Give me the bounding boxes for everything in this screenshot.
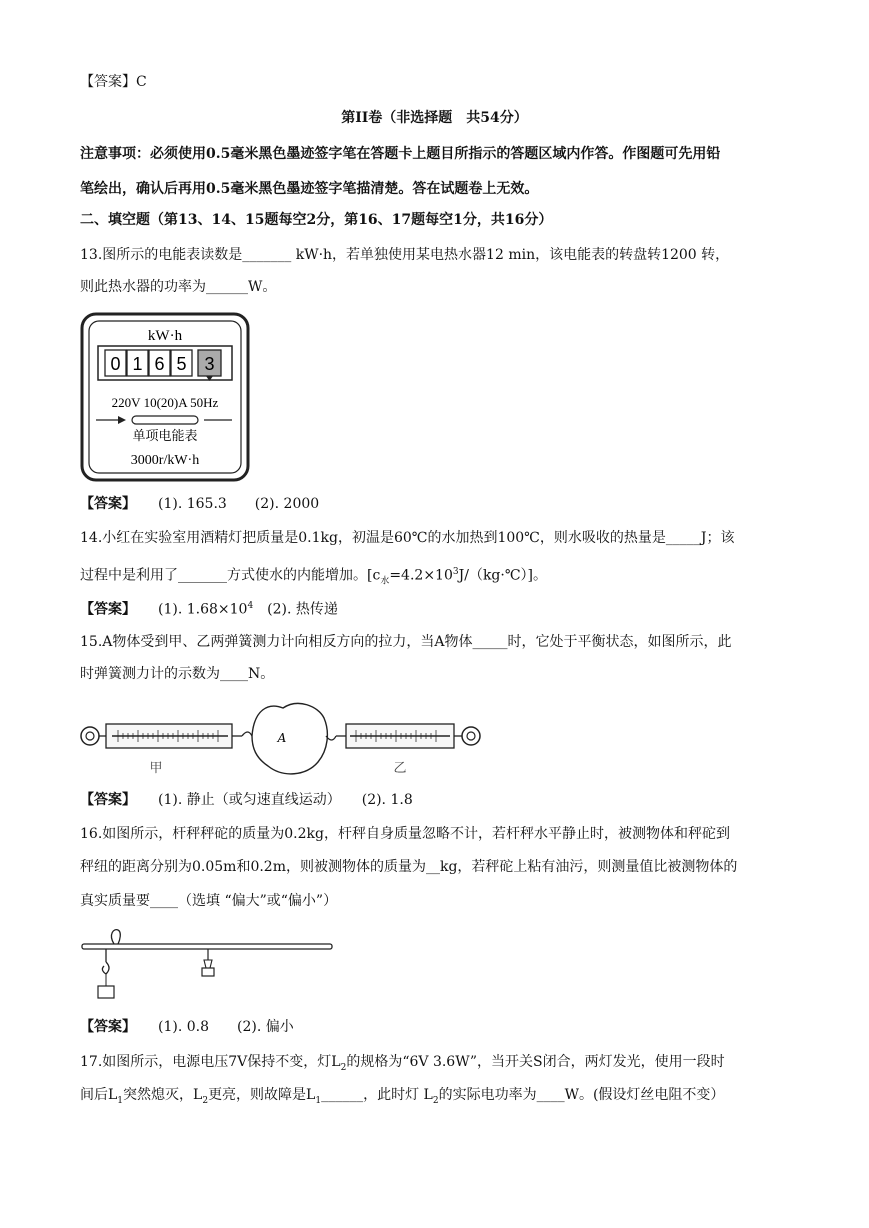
q16-line-1: 16.如图所示，杆秤秤砣的质量为0.2kg，杆秤自身质量忽略不计，若杆秤水平静止时，被测物体和秤砣到 (80, 826, 730, 842)
answer-label: 【答案】 (80, 601, 136, 618)
part-title: 二、填空题（第13、14、15题每空2分，第16、17题每空1分，共16分） (80, 212, 553, 228)
meter-digit-1: 0 (110, 354, 121, 374)
answer-text: (1). 165.3 (2). 2000 (158, 496, 320, 512)
steelyard-figure (78, 922, 340, 1004)
meter-digit-5: 3 (204, 354, 215, 374)
electric-meter-figure (80, 312, 250, 482)
q14-line-1: 14.小红在实验室用酒精灯把质量是0.1kg，初温是60℃的水加热到100℃，则水吸收的热量是_____J；该 (80, 530, 735, 546)
measured-object (98, 986, 114, 998)
answer-text: (1). 0.8 (2). 偏小 (158, 1019, 294, 1035)
q14-line-2: 过程中是利用了_______方式使水的内能增加。$[c_水=4.2\times 10^3J/(kg\cdot℃)]$。 (80, 567, 547, 587)
answer-label: 【答案】 (80, 792, 136, 808)
counterweight (202, 968, 214, 976)
meter-unit: kW·h (147, 328, 183, 344)
q17-line-1: 17.如图所示，电源电压7V保持不变，灯$L_2$的规格为“6V 3.6W”，当开关S闭合，两灯发光，使用一段时 (80, 1054, 725, 1073)
answer-c: 【答案】C (80, 74, 147, 90)
meter-digits (105, 350, 221, 381)
q16-answer (80, 1017, 294, 1037)
meter-digit-4: 5 (176, 354, 187, 374)
meter-digit-2: 1 (132, 354, 143, 374)
notice-line-2: 笔绘出，确认后再用0.5毫米黑色墨迹签字笔描清楚。答在试题卷上无效。 (80, 181, 539, 197)
q16-line-2: 秤纽的距离分别为0.05m和0.2m，则被测物体的质量为__kg，若秤砣上粘有油污，则测量值比被测物体的 (80, 859, 738, 875)
section-title: 第II卷（非选择题 共54分） (341, 110, 528, 126)
answer-label: 【答案】 (80, 496, 136, 512)
q13-answer (80, 494, 319, 514)
q15-line-2: 时弹簧测力计的示数为____N。 (80, 666, 275, 682)
meter-rate: 3000r/kW·h (130, 453, 200, 468)
steelyard-knob (111, 930, 120, 944)
q15-line-1: 15.A物体受到甲、乙两弹簧测力计向相反方向的拉力，当A物体_____时，它处于平衡状态，如图所示，此 (80, 634, 732, 650)
q16-line-3: 真实质量要____（选填 “偏大”或“偏小”） (80, 893, 338, 909)
meter-spec: 220V 10(20)A 50Hz (111, 395, 219, 410)
meter-digit-3: 6 (154, 354, 165, 374)
object-a (252, 703, 327, 773)
scale-left-label: 甲 (149, 761, 163, 776)
answer-label: 【答案】 (80, 1019, 136, 1035)
q17-line-2: 间后$L_1$突然熄灭，$L_2$更亮，则故障是$L_1\_\_\_\_\_\_$，此时灯 $L_2$的实际电功率为____W。(假设灯丝电阻不变） (80, 1087, 725, 1106)
q14-answer: 【答案】 (1). $1.68\times 10^4$ (2). 热传递 (80, 601, 338, 618)
scale-right-label: 乙 (393, 761, 407, 776)
object-a-label: A (277, 731, 287, 745)
q13-line-1: 13.图所示的电能表读数是_______ kW·h，若单独使用某电热水器12 min，该电能表的转盘转1200 转， (80, 247, 730, 263)
answer-text: (1). 静止（或匀速直线运动） (2). 1.8 (158, 792, 413, 808)
q15-answer (80, 790, 413, 810)
q13-line-2: 则此热水器的功率为______W。 (80, 279, 277, 295)
meter-name: 单项电能表 (132, 429, 198, 444)
steelyard-beam (82, 944, 332, 949)
notice-line-1: 注意事项：必须使用0.5毫米黑色墨迹签字笔在答题卡上题目所指示的答题区域内作答。作图题可先用铅 (80, 146, 721, 162)
spring-scale-figure (78, 700, 488, 780)
